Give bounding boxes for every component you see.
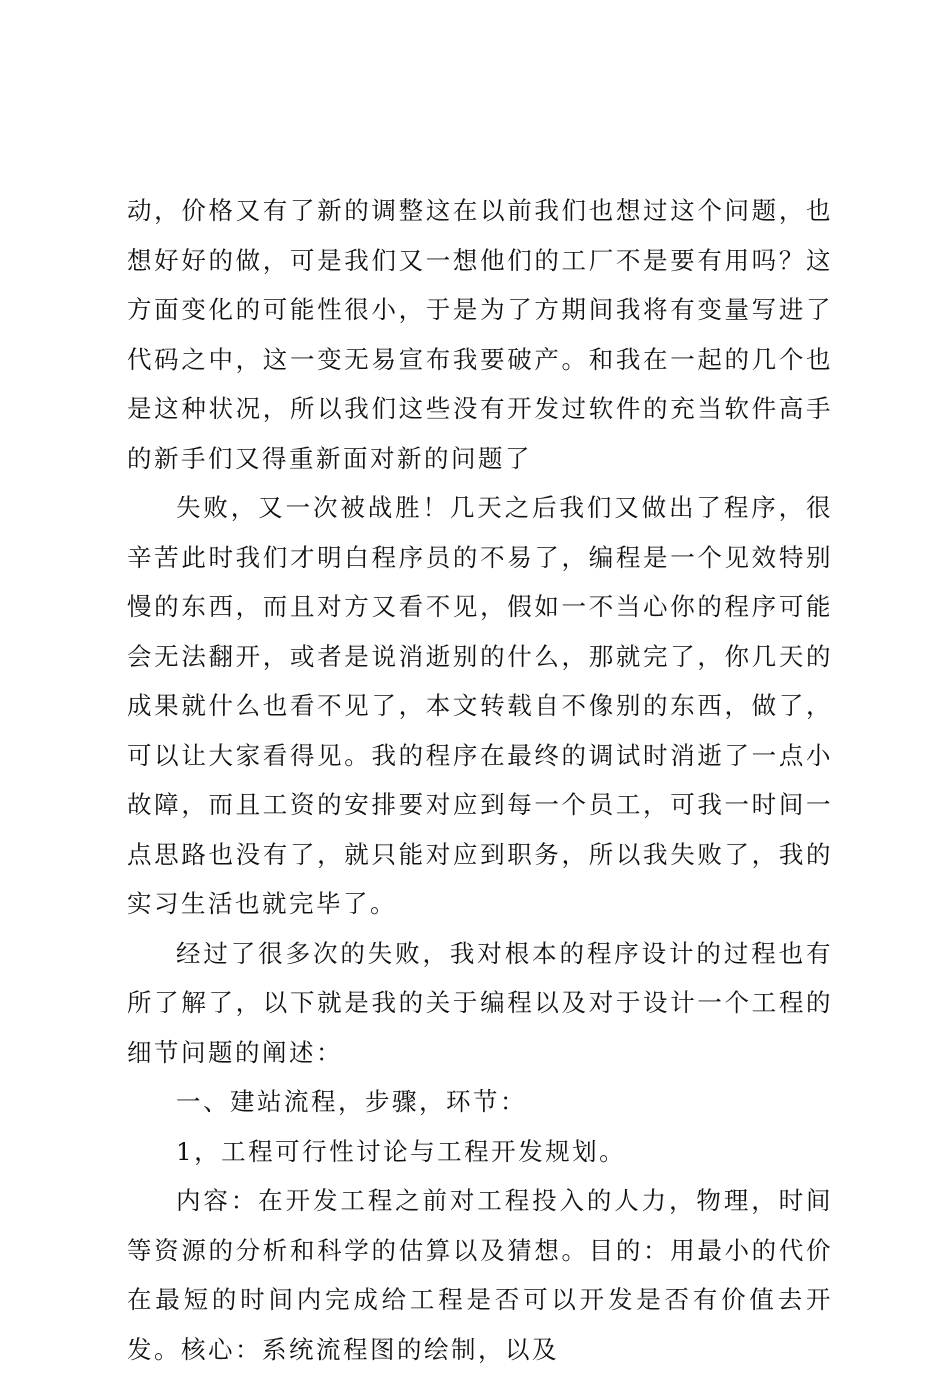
paragraph-4: 内容：在开发工程之前对工程投入的人力，物理，时间等资源的分析和科学的估算以及猜想。目的：用最小的代价在最短的时间内完成给工程是否可以开发是否有价值去开发。核心：系统流程图的绘制，以及	[127, 1186, 833, 1364]
section-heading: 一、建站流程，步骤，环节：	[176, 1087, 527, 1116]
paragraph-1: 动，价格又有了新的调整这在以前我们也想过这个问题，也想好好的做，可是我们又一想他们的工厂不是要有用吗？这方面变化的可能性很小，于是为了方期间我将有变量写进了代码之中，这一变无易宣布我要破产。和我在一起的几个也是这种状况，所以我们这些没有开发过软件的充当软件高手的新手们又得重新面对新的问题了	[127, 196, 833, 473]
document-body	[127, 186, 833, 1374]
subsection-heading: 1，工程可行性讨论与工程开发规划。	[176, 1136, 627, 1166]
paragraph-3: 经过了很多次的失败，我对根本的程序设计的过程也有所了解了，以下就是我的关于编程以及对于设计一个工程的细节问题的阐述：	[127, 938, 833, 1067]
paragraph-2: 失败，又一次被战胜！几天之后我们又做出了程序，很辛苦此时我们才明白程序员的不易了，编程是一个见效特别慢的东西，而且对方又看不见，假如一不当心你的程序可能会无法翻开，或者是说消逝别的什么，那就完了，你几天的成果就什么也看不见了，本文转载自不像别的东西，做了，可以让大家看得见。我的程序在最终的调试时消逝了一点小故障，而且工资的安排要对应到每一个员工，可我一时间一点思路也没有了，就只能对应到职务，所以我失败了，我的实习生活也就完毕了。	[127, 493, 833, 918]
